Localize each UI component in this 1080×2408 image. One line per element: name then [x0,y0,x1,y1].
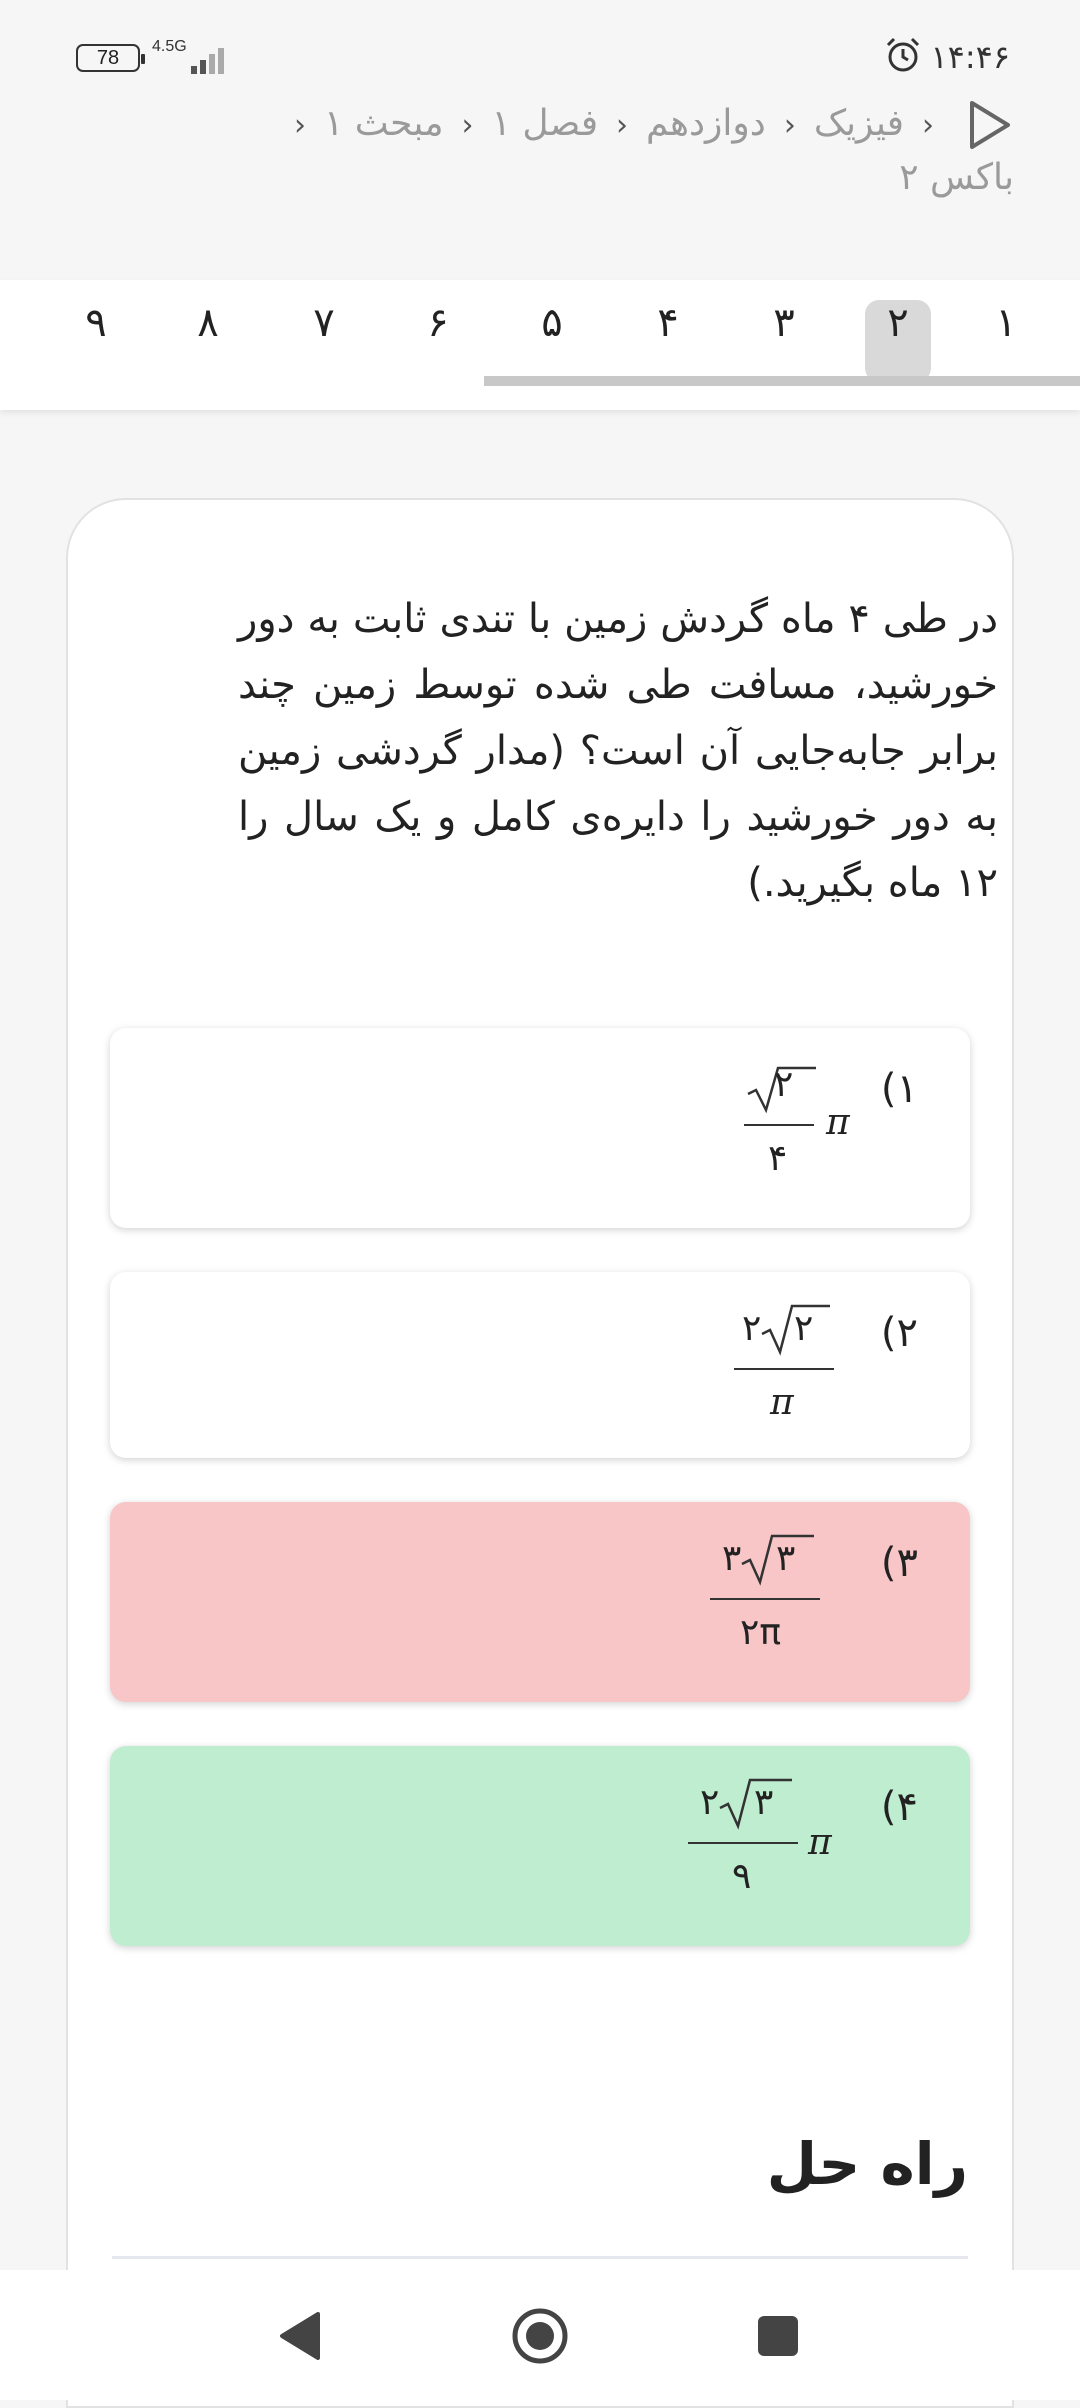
clock: ۱۴:۴۶ [930,38,1010,76]
breadcrumb-item-chapter[interactable]: فصل ۱ [491,103,599,144]
network-type: 4.5G [152,38,187,55]
option-2[interactable] [110,1272,970,1458]
option-label: ۱) [880,1066,918,1112]
breadcrumb-item-topic[interactable]: مبحث ۱ [324,103,444,144]
chevron-icon: ‹ [922,108,934,143]
option-label: ۳) [880,1540,918,1586]
divider [112,2256,968,2259]
battery-icon [76,44,140,72]
tab-9[interactable]: ۹ [85,300,107,346]
chevron-icon: ‹ [461,108,474,143]
question-text: در طی ۴ ماه گردش زمین با تندی ثابت به دور خورشید، مسافت طی شده توسط زمین چند برابر جابه‌جایی آن است؟ (مدار گردشی زمین به دور خورشید را دایره‌ی کامل و یک سال را ۱۲ ماه بگیرید.) [238,596,999,906]
option-1[interactable] [110,1028,970,1228]
solution-title: راه حل [766,2130,968,2198]
system-nav-bar [0,2270,1080,2400]
breadcrumb-item-grade[interactable]: دوازدهم [646,103,766,144]
option-4[interactable] [110,1746,970,1946]
breadcrumb-subtitle: باکس ۲ [899,157,1014,198]
recents-icon[interactable] [756,2314,800,2358]
status-bar [0,0,1080,100]
signal-icon [155,44,227,74]
tab-3[interactable]: ۳ [773,300,795,346]
chevron-icon: ‹ [783,108,796,143]
back-icon[interactable] [276,2310,322,2362]
tab-7[interactable]: ۷ [313,300,335,346]
tab-8[interactable]: ۸ [197,300,219,346]
option-formula: ۲ ۲ π [730,1302,880,1442]
tab-1[interactable]: ۱ [995,300,1017,346]
home-icon[interactable] [510,2306,570,2366]
chevron-icon: ‹ [294,108,307,143]
chevron-icon: ‹ [616,108,629,143]
tab-2[interactable]: ۲ [865,300,931,382]
option-formula: ۲ ۳ ۹ π [688,1776,878,1916]
alarm-icon [884,36,922,74]
option-label: ۴) [880,1784,918,1830]
breadcrumb [114,98,1014,204]
tab-4[interactable]: ۴ [657,300,679,346]
question-tabs [0,280,1080,410]
option-3[interactable] [110,1502,970,1702]
option-formula: ۳ ۳ ۲π [710,1532,860,1672]
tab-5[interactable]: ۵ [541,300,563,346]
breadcrumb-item-physics[interactable]: فیزیک [813,103,904,144]
tab-scroll-indicator [484,376,1080,386]
option-formula: ۲ ۴ π [736,1058,886,1198]
battery-level: 78 [96,47,120,69]
tab-6[interactable]: ۶ [427,300,449,346]
option-label: ۲) [880,1310,918,1356]
play-icon[interactable] [966,99,1014,151]
